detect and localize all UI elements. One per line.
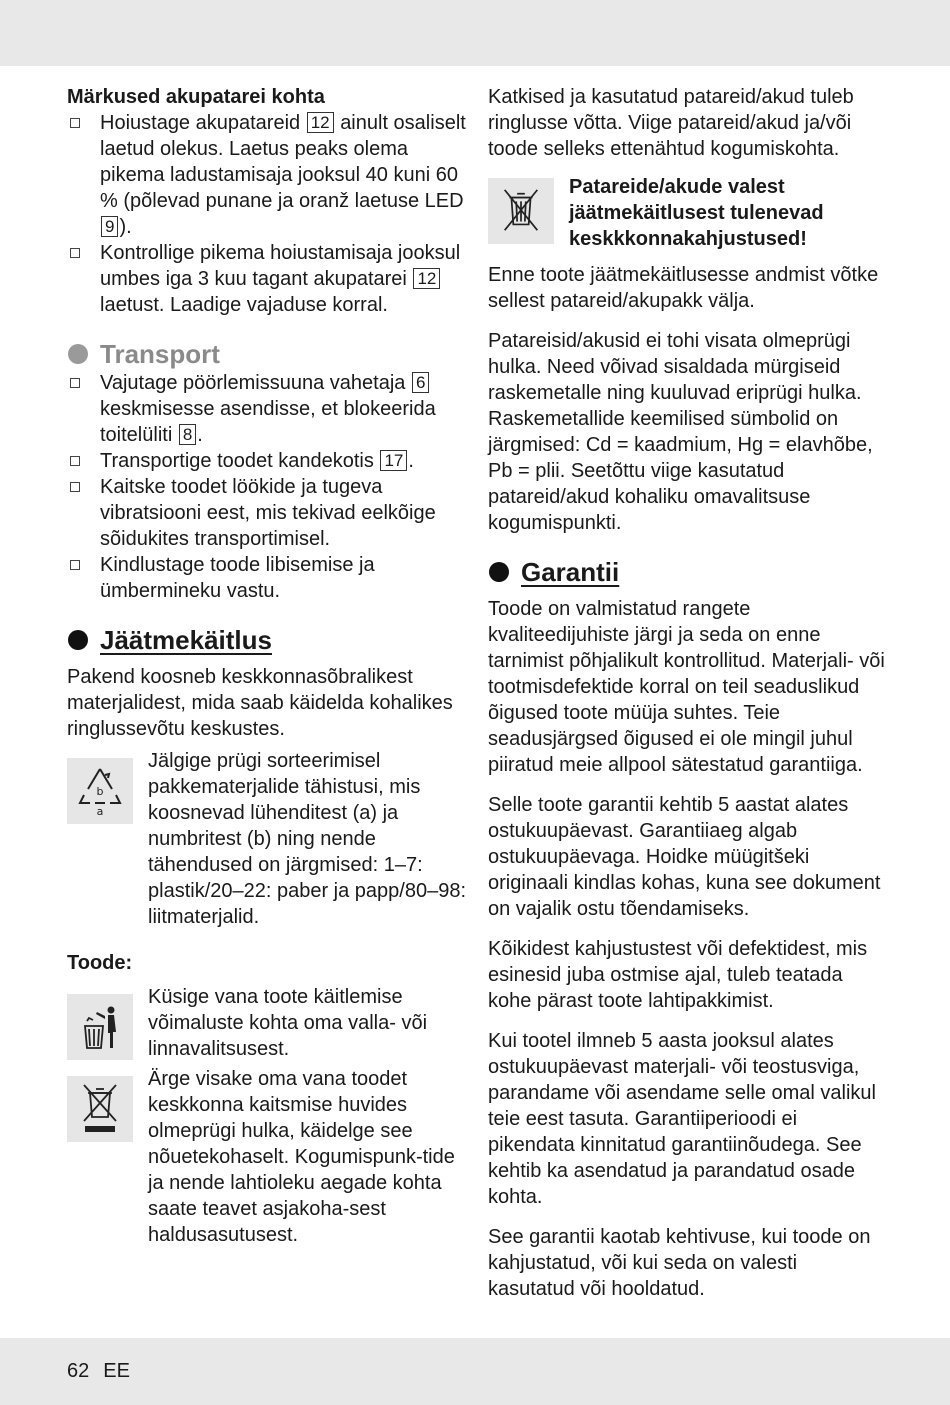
warranty-para-5: See garantii kaotab kehtivuse, kui toode on kahjustatud, või kui seda on valesti kasutatud või hooldatud. bbox=[488, 1226, 871, 1300]
trash-disposal-icon bbox=[67, 994, 133, 1060]
checkbox-bullet-icon bbox=[70, 118, 80, 128]
language-code: EE bbox=[103, 1360, 130, 1382]
left-column bbox=[67, 84, 467, 1248]
disposal-intro: Pakend koosneb keskkonnasõbralikest materjalidest, mida saab käidelda kohalikes ringlussevõtu keskustes. bbox=[67, 666, 453, 740]
checkbox-bullet-icon bbox=[70, 248, 80, 258]
transport-list bbox=[67, 370, 467, 604]
warranty-para-4: Kui tootel ilmneb 5 aasta jooksul alates ostukuupäevast materjali- või teostusviga, parandame või asendame selle omal valikul teie eest tasuta. Garantiiperioodi ei pikendata kinnitatud garantiinõudega. See kehtib ka asendatud ja parandatud osade kohta. bbox=[488, 1030, 876, 1208]
recycle-block bbox=[67, 750, 467, 930]
product-label: Toode: bbox=[67, 952, 133, 974]
recycle-text: Jälgige prügi sorteerimisel pakkematerjalide tähistusi, mis koosnevad lühenditest (a) ja numbritest (b) ning nende tähendused on järgmised: 1–7: plastik/20–22: paber ja papp/80–98: liitmaterjalid. bbox=[148, 750, 467, 928]
part-ref: 17 bbox=[380, 450, 407, 471]
checkbox-bullet-icon bbox=[70, 456, 80, 466]
battery-para-1: Enne toote jäätmekäitlusesse andmist võtke sellest patareid/akupakk välja. bbox=[488, 264, 879, 312]
bullet-dot-icon bbox=[68, 630, 88, 650]
list-item: Kontrollige pikema hoiustamisaja jooksul umbes iga 3 kuu tagant akupatarei 12 laetust. Laadige vajaduse korral. bbox=[67, 240, 467, 318]
part-ref: 12 bbox=[413, 268, 440, 289]
notes-heading: Märkused akupatarei kohta bbox=[67, 86, 325, 108]
bullet-dot-icon bbox=[489, 562, 509, 582]
page-footer bbox=[67, 1360, 144, 1383]
product-text-2: Ärge visake oma vana toodet keskkonna kaitsmise huvides olmeprügi hulka, käidelge see nõuetekohaselt. Kogumispunk-tide ja nende lahtioleku aegade kohta saate teavet asjakoha-sest haldusasutusest. bbox=[148, 1068, 455, 1246]
list-item: Vajutage pöörlemissuuna vahetaja 6 keskmisesse asendisse, et blokeerida toitelüliti 8 . bbox=[67, 370, 467, 448]
product-text-1: Küsige vana toote käitlemise võimaluste kohta oma valla- või linnavalitsusest. bbox=[148, 986, 428, 1060]
product-block-1 bbox=[67, 986, 467, 1062]
svg-text:b: b bbox=[96, 785, 104, 798]
crossed-bin-icon bbox=[488, 178, 554, 244]
warranty-para-3: Kõikidest kahjustustest või defektidest, mis esinesid juba ostmise ajal, tuleb teatada kohe pärast toote lahtipakkimist. bbox=[488, 938, 868, 1012]
part-ref: 9 bbox=[101, 216, 118, 237]
list-item: Transportige toodet kandekotis 17 . bbox=[67, 448, 467, 474]
header-band bbox=[0, 0, 950, 66]
list-item: Hoiustage akupatareid 12 ainult osaliselt laetud olekus. Laetus peaks olema pikema ladustamisaja jooksul 40 kuni 60 % (põlevad punane ja oranž laetuse LED 9 ). bbox=[67, 110, 467, 240]
battery-para-2: Patareisid/akusid ei tohi visata olmeprügi hulka. Need võivad sisaldada mürgiseid raskemetalle ning kuuluvad eriprügi hulka. Raskemetallide keemilised sümbolid on järgmised: Cd = kaadmium, Hg = elavhõbe, Pb = plii. Seetõttu viige kasutatud patareid/akud kohaliku omavalitsuse kogumispunkti. bbox=[488, 330, 873, 534]
notes-list bbox=[67, 110, 467, 318]
part-ref: 8 bbox=[179, 424, 196, 445]
warranty-para-1: Toode on valmistatud rangete kvaliteedijuhiste järgi ja seda on enne tarnimist põhjalikult kontrollitud. Materjali- või tootmisdefektide korral on teil seaduslikud õigused toote müüja suhtes. Teie seadusjärgsed õigused ei ole mingil juhul piiratud meie allpool sätestatud garantiiga. bbox=[488, 598, 885, 776]
recycle-icon bbox=[67, 758, 133, 824]
part-ref: 12 bbox=[307, 112, 334, 133]
list-item: Kindlustage toode libisemise ja ümbermineku vastu. bbox=[67, 552, 467, 604]
battery-intro: Katkised ja kasutatud patareid/akud tuleb ringlusse võtta. Viige patareid/akud ja/või toode selleks ettenähtud kogumiskohta. bbox=[488, 86, 854, 160]
svg-text:a: a bbox=[96, 805, 104, 818]
disposal-heading: Jäätmekäitlus bbox=[67, 624, 467, 656]
page-number: 62 bbox=[67, 1360, 90, 1382]
battery-warning-block bbox=[488, 176, 888, 252]
checkbox-bullet-icon bbox=[70, 482, 80, 492]
product-block-2 bbox=[67, 1068, 467, 1248]
crossed-bin-icon bbox=[67, 1076, 133, 1142]
part-ref: 6 bbox=[412, 372, 429, 393]
list-item: Kaitske toodet löökide ja tugeva vibratsiooni eest, mis tekivad eelkõige sõidukites transportimisel. bbox=[67, 474, 467, 552]
checkbox-bullet-icon bbox=[70, 378, 80, 388]
bullet-dot-icon bbox=[68, 344, 88, 364]
checkbox-bullet-icon bbox=[70, 560, 80, 570]
transport-heading: Transport bbox=[67, 338, 467, 370]
battery-warning: Patareide/akude valest jäätmekäitlusest tulenevad keskkkonnakahjustused! bbox=[569, 176, 824, 250]
warranty-para-2: Selle toote garantii kehtib 5 aastat alates ostukuupäevast. Garantiiaeg algab ostukuupäevaga. Hoidke müügitšeki originaali kindlas kohas, kuna see dokument on vajalik ostu tõendamiseks. bbox=[488, 794, 881, 920]
right-column bbox=[488, 84, 888, 1302]
warranty-heading: Garantii bbox=[488, 556, 888, 588]
